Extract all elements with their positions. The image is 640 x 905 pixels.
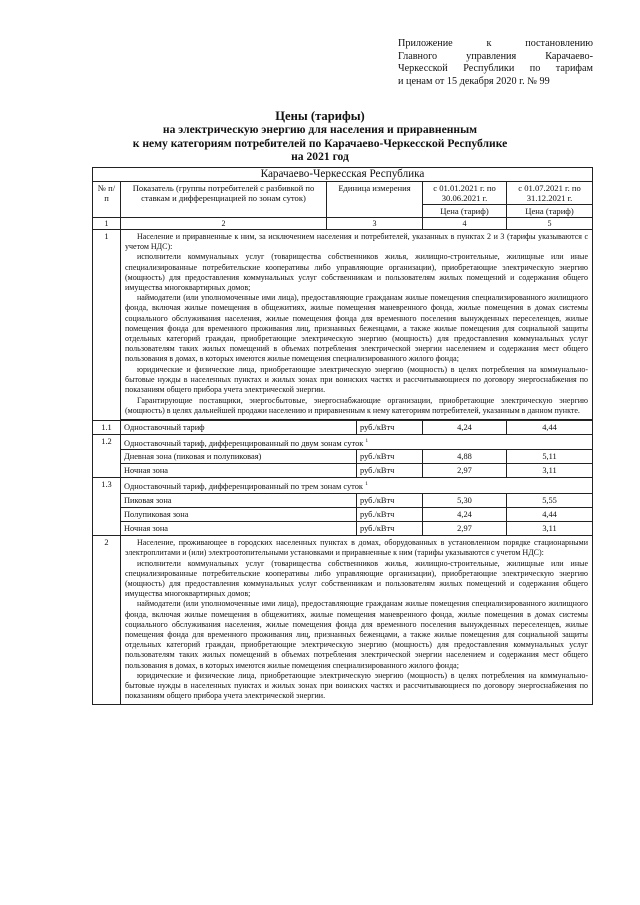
row-1-2-day-unit: руб./кВтч	[357, 450, 423, 464]
row-1-3-peak-value-1: 5,30	[423, 494, 507, 508]
row-1-2-night-unit: руб./кВтч	[357, 464, 423, 478]
section-2-paragraph: наймодатели (или уполномоченные ими лица), предоставляющие гражданам жилые помещения специализированного жилищного фонда, включая жилые помещения в общежитиях, жилые помещения маневренного фонда, жилые помещения в домах системы социального обслуживания населения, жилые помещения фонда для временного поселения вынужденных переселенцев, жилые помещения фонда для временного проживания лиц, признанных беженцами, а также жилые помещения для социальной защиты отдельных категорий граждан, приобретающие электрическую энергию (мощность) для предоставления коммунальных услуг пользователям таких жилых помещений в объемах потребления электрической энергии населением и содержания мест общего пользования в домах, в которых имеются жилые помещения специализированного жилого фонда;	[125, 599, 589, 670]
row-1-2-night-label: Ночная зона	[121, 464, 357, 478]
row-1-2-label: Одноставочный тариф, дифференцированный по двум зонам суток	[124, 438, 364, 448]
row-1-1-num: 1.1	[93, 420, 121, 434]
header-num: № п/п	[93, 182, 121, 218]
table-row	[93, 494, 593, 508]
footnote-mark: 1	[365, 481, 368, 488]
row-1-2-num: 1.2	[93, 434, 121, 478]
table-row	[93, 478, 593, 494]
header-indicator: Показатель (группы потребителей с разбивкой по ставкам и дифференциацией по зонам суток)	[121, 182, 327, 218]
section-1-paragraph: наймодатели (или уполномоченные ими лица), предоставляющие гражданам жилые помещения специализированного жилищного фонда, включая жилые помещения в общежитиях, жилые помещения маневренного фонда, жилые помещения в домах системы социального обслуживания населения, жилые помещения фонда для временного поселения вынужденных переселенцев, жилые помещения фонда для временного проживания лиц, признанных беженцами, а также жилые помещения для социальной защиты отдельных категорий граждан, приобретающие электрическую энергию (мощность) для предоставления коммунальных услуг пользователям таких жилых помещений в объемах потребления электрической энергии населением и содержания мест общего пользования в домах, в которых имеются жилые помещения специализированного жилого фонда;	[125, 293, 589, 364]
section-2-paragraph: юридические и физические лица, приобретающие электрическую энергию (мощность) в целях потребления на коммунально-бытовые нужды в населенных пунктах и жилых зонах при воинских частях и рассчитывающиеся по договору энергоснабжения по показаниям общего прибора учета электрической энергии.	[125, 670, 589, 701]
table-row	[93, 464, 593, 478]
section-2-paragraph: Население, проживающее в городских населенных пунктах в домах, оборудованных в установленном порядке стационарными электроплитами и (или) электроотопительными установками и приравненные к ним (тарифы указываются с учетом НДС):	[125, 538, 589, 558]
row-1-1-unit: руб./кВтч	[357, 420, 423, 434]
header-price-2: Цена (тариф)	[507, 205, 593, 218]
col-number-1: 1	[93, 218, 121, 230]
table-row	[93, 434, 593, 450]
col-number-5: 5	[507, 218, 593, 230]
header-unit: Единица измерения	[327, 182, 423, 218]
section-1-paragraph: Население и приравненные к ним, за исключением населения и потребителей, указанных в пунктах 2 и 3 (тарифы указываются с учетом НДС):	[125, 232, 589, 252]
row-1-3-night-value-2: 3,11	[507, 522, 593, 536]
row-1-2-night-value-2: 3,11	[507, 464, 593, 478]
appendix-line-1: Приложение к постановлению	[398, 38, 593, 49]
appendix-line-2: Главного управления Карачаево-	[398, 50, 593, 62]
table-row	[93, 508, 593, 522]
row-1-1-value-2: 4,44	[507, 420, 593, 434]
col-number-3: 3	[327, 218, 423, 230]
row-1-2-day-value-2: 5,11	[507, 450, 593, 464]
row-1-3-half-value-1: 4,24	[423, 508, 507, 522]
row-1-3-peak-value-2: 5,55	[507, 494, 593, 508]
region-header: Карачаево-Черкесская Республика	[93, 168, 593, 182]
section-1-description	[121, 230, 593, 420]
row-1-3-num: 1.3	[93, 478, 121, 536]
header-period-1: с 01.01.2021 г. по 30.06.2021 г.	[423, 182, 507, 205]
col-number-4: 4	[423, 218, 507, 230]
title-line-4: на 2021 год	[291, 150, 349, 164]
row-1-3-peak-unit: руб./кВтч	[357, 494, 423, 508]
row-1-3-label: Одноставочный тариф, дифференцированный по трем зонам суток	[124, 482, 363, 492]
section-1-num: 1	[93, 230, 121, 421]
row-1-3-night-label: Ночная зона	[121, 522, 357, 536]
appendix-line-4: и ценам от 15 декабря 2020 г. № 99	[398, 75, 550, 87]
section-2-description	[121, 536, 593, 704]
tariff-table	[92, 167, 593, 705]
table-row	[93, 450, 593, 464]
title-line-3: к нему категориям потребителей по Карачаево-Черкесской Республике	[132, 136, 508, 150]
row-1-2-day-value-1: 4,88	[423, 450, 507, 464]
row-1-3-half-unit: руб./кВтч	[357, 508, 423, 522]
appendix-line-3: Черкесской Республики по тарифам	[398, 63, 593, 75]
section-1-paragraph: исполнители коммунальных услуг (товарищества собственников жилья, жилищно-строительные, жилищные или иные специализированные потребительские кооперативы либо управляющие организации), приобретающие электрическую энергию (мощность) для предоставления коммунальных услуг собственникам и пользователям жилых помещений и содержания общего имущества многоквартирных домов;	[125, 252, 589, 293]
title-line-2: на электрическую энергию для населения и приравненным	[162, 123, 478, 137]
row-1-3-half-label: Полупиковая зона	[121, 508, 357, 522]
section-2-paragraph: исполнители коммунальных услуг (товарищества собственников жилья, жилищно-строительные, жилищные или иные специализированные потребительские кооперативы либо управляющие организации), приобретающие электрическую энергию (мощность) для предоставления коммунальных услуг собственникам и пользователям жилых помещений и содержания общего имущества многоквартирных домов;	[125, 558, 589, 599]
row-1-3-night-unit: руб./кВтч	[357, 522, 423, 536]
footnote-mark: 1	[365, 437, 369, 444]
row-1-2-night-value-1: 2,97	[423, 464, 507, 478]
section-1-paragraph: юридические и физические лица, приобретающие электрическую энергию (мощность) в целях потребления на коммунально-бытовые нужды в населенных пунктах и жилых зонах при воинских частях и рассчитывающиеся по договору энергоснабжения по показаниям общего прибора учета электрической энергии.	[125, 364, 589, 395]
row-1-3-label-cell	[121, 478, 593, 494]
row-1-1-value-1: 4,24	[423, 420, 507, 434]
row-1-1-label: Одноставочный тариф	[121, 420, 357, 434]
col-number-2: 2	[121, 218, 327, 230]
header-price-1: Цена (тариф)	[423, 205, 507, 218]
header-period-2: с 01.07.2021 г. по 31.12.2021 г.	[507, 182, 593, 205]
title-line-1: Цены (тарифы)	[275, 109, 365, 123]
row-1-3-night-value-1: 2,97	[423, 522, 507, 536]
row-1-2-label-cell	[121, 434, 593, 450]
appendix-note	[398, 38, 593, 88]
table-row	[93, 522, 593, 536]
row-1-3-half-value-2: 4,44	[507, 508, 593, 522]
table-row	[93, 420, 593, 434]
section-1-paragraph: Гарантирующие поставщики, энергосбытовые, энергоснабжающие организации, приобретающие электрическую энергию (мощность) в целях дальнейшей продажи населению и приравненным к нему категориям потребителей, указанным в данном пункте.	[125, 396, 589, 416]
section-2-num: 2	[93, 536, 121, 704]
document-title	[0, 110, 640, 164]
row-1-2-day-label: Дневная зона (пиковая и полупиковая)	[121, 450, 357, 464]
row-1-3-peak-label: Пиковая зона	[121, 494, 357, 508]
